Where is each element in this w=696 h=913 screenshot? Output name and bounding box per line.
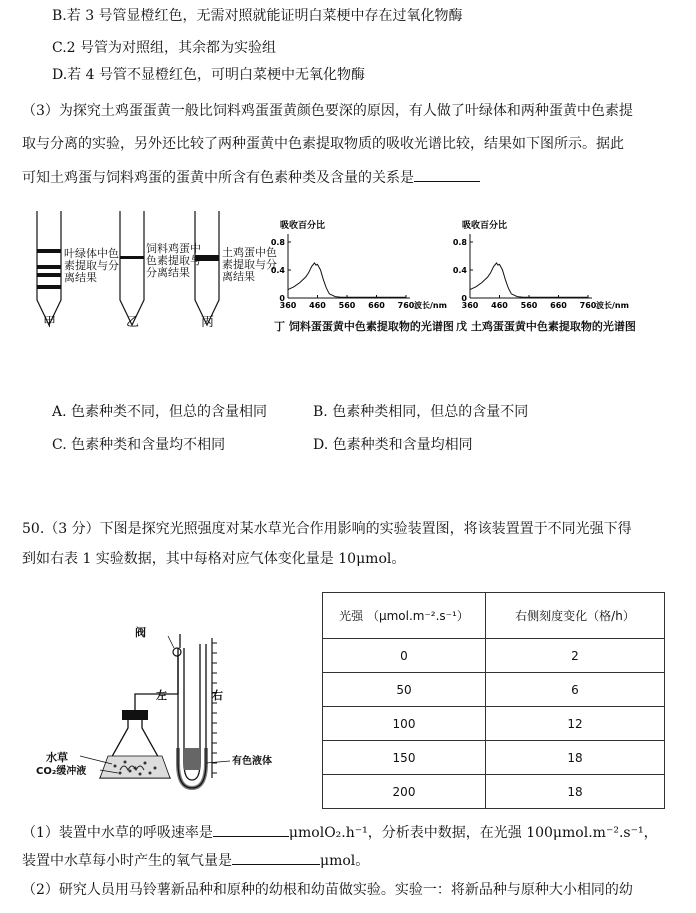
flask-stopper: [122, 710, 148, 720]
option-c: C.2 号管为对照组，其余都为实验组: [52, 40, 277, 56]
x-tick-label: 460: [491, 301, 508, 310]
x-tick-label: 460: [309, 301, 326, 310]
x-tick-label: 660: [368, 301, 385, 310]
spectrum-line: [470, 263, 588, 297]
chart-wu-title: 戊 土鸡蛋蛋黄中色素提取物的光谱图: [456, 320, 636, 333]
oxygen-blank[interactable]: [232, 850, 320, 865]
table-row: [323, 639, 665, 673]
cell-change: 2: [486, 639, 665, 673]
cell-light: 100: [323, 707, 486, 741]
light-data-table: [322, 592, 665, 809]
q50-intro-line1: 50.（3 分）下图是探究光照强度对某水草光合作用影响的实验装置图，将该装置置于不同光强下得: [22, 521, 632, 537]
part1-text-a: （1）装置中水草的呼吸速率是: [22, 825, 213, 841]
valve-icon: [173, 648, 181, 656]
y-tick-label: 0: [461, 294, 467, 303]
tube-jia: [37, 211, 61, 325]
q50-part1-line1: [22, 822, 658, 843]
cell-light: 200: [323, 775, 486, 809]
table-row: [323, 673, 665, 707]
part1-text-d: μmol。: [320, 853, 370, 869]
q50-intro-line2: 到如右表 1 实验数据，其中每格对应气体变化量是 10μmol。: [22, 551, 406, 567]
part3-line3: [22, 167, 480, 188]
spectrum-chart-wu: [450, 218, 640, 318]
x-tick-label: 360: [279, 301, 297, 310]
x-tick-label: 560: [338, 301, 356, 310]
buffer-label: CO₂缓冲液: [36, 766, 87, 777]
cell-change: 18: [486, 741, 665, 775]
band: [120, 256, 144, 259]
band: [37, 249, 61, 253]
answer-a[interactable]: A. 色素种类不同，但总的含量相同: [52, 404, 268, 420]
valve-label: 阀: [135, 626, 146, 639]
cell-light: 150: [323, 741, 486, 775]
header-light: 光强 （μmol.m⁻².s⁻¹）: [323, 593, 486, 639]
band: [37, 273, 61, 277]
header-change: 右侧刻度变化（格/h）: [486, 593, 665, 639]
q50-part2: （2）研究人员用马铃薯新品种和原种的幼根和幼苗做实验。实验一：将新品种与原种大小相同的幼: [22, 882, 633, 898]
cell-change: 18: [486, 775, 665, 809]
cell-change: 6: [486, 673, 665, 707]
tube-bing-caption: 土鸡蛋中色 素提取与分 离结果: [222, 246, 277, 283]
tube-yi-label: 乙: [126, 315, 140, 330]
cell-light: 0: [323, 639, 486, 673]
chart-ding-title: 丁 饲料蛋蛋黄中色素提取物的光谱图: [274, 320, 454, 333]
q50-part1-line2: [22, 850, 369, 871]
x-tick-label: 660: [550, 301, 567, 310]
spectrum-line: [288, 263, 406, 297]
y-tick-label: 0.4: [270, 266, 285, 275]
part3-line3-text: 可知土鸡蛋与饲料鸡蛋的蛋黄中所含有色素种类及含量的关系是: [22, 170, 414, 186]
respiration-blank[interactable]: [213, 822, 289, 837]
x-tick-label: 760: [397, 301, 415, 310]
answer-blank[interactable]: [414, 167, 480, 182]
table-row: [323, 707, 665, 741]
spectrum-chart-ding: [268, 218, 452, 318]
option-b: B.若 3 号管显橙红色，无需对照就能证明白菜梗中存在过氧化物酶: [52, 8, 463, 24]
band: [37, 285, 61, 289]
cell-light: 50: [323, 673, 486, 707]
band: [37, 265, 61, 269]
liquid-label: 有色液体: [232, 756, 272, 767]
table-row: [323, 775, 665, 809]
right-label: 右: [212, 689, 223, 702]
y-tick-label: 0: [279, 294, 285, 303]
part1-text-c: 装置中水草每小时产生的氧气量是: [22, 853, 232, 869]
left-label: 左: [156, 689, 167, 702]
x-axis-label: 波长/nm: [596, 301, 629, 310]
y-tick-label: 0.8: [270, 238, 285, 247]
y-axis-label: 吸收百分比: [462, 221, 508, 231]
x-tick-label: 760: [579, 301, 597, 310]
x-tick-label: 360: [461, 301, 479, 310]
part1-text-b: μmolO₂.h⁻¹，分析表中数据，在光强 100μmol.m⁻².s⁻¹，: [288, 825, 658, 841]
y-tick-label: 0.8: [452, 238, 467, 247]
tube-jia-caption: 叶绿体中色 素提取与分 离结果: [64, 247, 119, 284]
table-row: [323, 741, 665, 775]
cell-change: 12: [486, 707, 665, 741]
tube-jia-label: 甲: [43, 315, 57, 330]
part3-line2: 取与分离的实验，另外还比较了两种蛋黄中色素提取物质的吸收光谱比较，结果如下图所示。据此: [22, 136, 624, 152]
answer-c[interactable]: C. 色素种类和含量均不相同: [52, 437, 226, 453]
tube-yi: [120, 211, 144, 325]
tube-yi-caption: 饲料鸡蛋中 色素提取与 分离结果: [146, 242, 201, 279]
tube-bing-label: 丙: [201, 315, 215, 330]
option-d: D.若 4 号管不显橙红色，可明白菜梗中无氧化物酶: [52, 67, 365, 83]
plant-label: 水草: [46, 751, 68, 764]
y-axis-label: 吸收百分比: [280, 221, 326, 231]
answer-b[interactable]: B. 色素种类相同，但总的含量不同: [313, 404, 529, 420]
part3-line1: （3）为探究土鸡蛋蛋黄一般比饲料鸡蛋蛋黄颜色要深的原因，有人做了叶绿体和两种蛋黄中色素提: [22, 103, 633, 119]
x-axis-label: 波长/nm: [414, 301, 447, 310]
answer-d[interactable]: D. 色素种类和含量均相同: [313, 437, 473, 453]
y-tick-label: 0.4: [452, 266, 467, 275]
x-tick-label: 560: [520, 301, 538, 310]
